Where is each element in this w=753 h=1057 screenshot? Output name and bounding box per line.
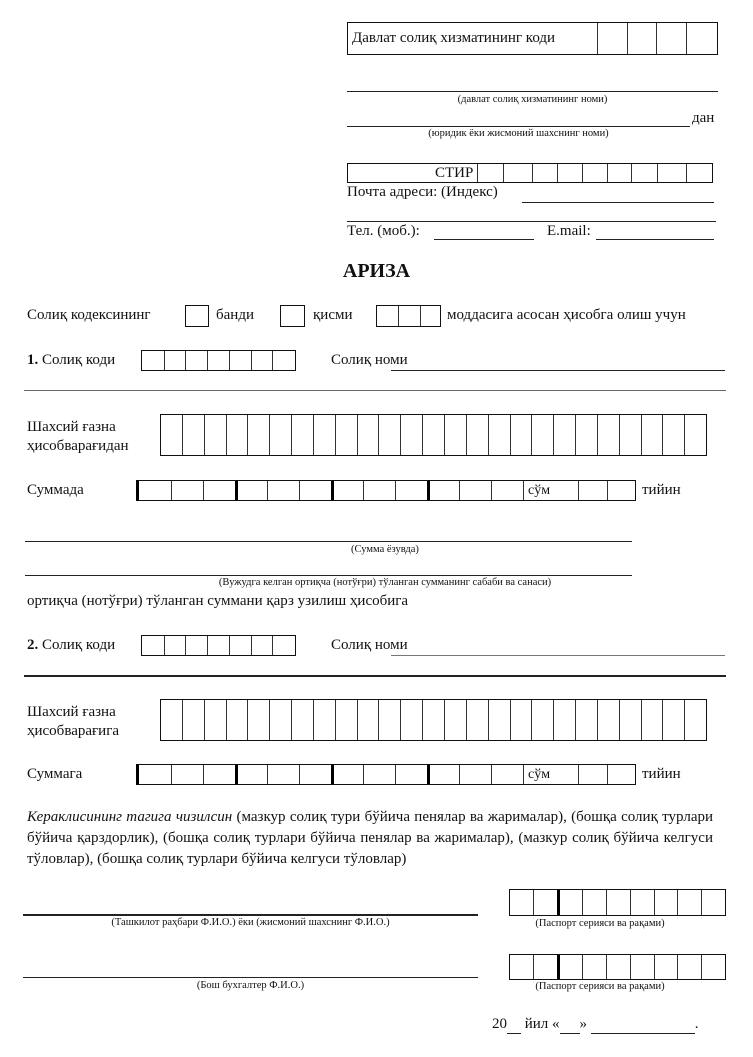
account-cell[interactable] [553, 415, 575, 455]
account-cell[interactable] [204, 700, 226, 740]
account-cell[interactable] [531, 700, 553, 740]
stir-cell[interactable] [532, 164, 557, 182]
date-line: 20 йил « » . [492, 1016, 699, 1032]
article-cell[interactable] [420, 306, 440, 326]
account-cell[interactable] [553, 700, 575, 740]
amount-digit-cell[interactable] [363, 765, 395, 784]
passport-cell[interactable] [630, 890, 654, 915]
amount-digit-cell[interactable] [203, 481, 235, 500]
passport-cell[interactable] [510, 955, 533, 979]
account-cell[interactable] [444, 415, 466, 455]
address-field[interactable] [347, 221, 716, 222]
part-label: қисми [313, 307, 353, 323]
tiyin-cell[interactable] [607, 481, 636, 500]
tax-code-cell[interactable] [185, 351, 207, 370]
account-cell[interactable] [204, 415, 226, 455]
account-cell[interactable] [313, 415, 335, 455]
stir-cell[interactable] [557, 164, 582, 182]
account-cell[interactable] [684, 415, 706, 455]
tiyin-cell[interactable] [578, 481, 607, 500]
amount-digit-cell[interactable] [299, 765, 331, 784]
tax-service-code-cell[interactable] [627, 23, 657, 54]
account-cell[interactable] [378, 700, 400, 740]
from-suffix: дан [692, 110, 715, 126]
passport-box-1 [509, 889, 726, 916]
phone-label: Тел. (моб.): [347, 223, 420, 239]
phone-field[interactable] [434, 239, 534, 240]
amount-digit-cell[interactable] [235, 481, 267, 500]
year-field[interactable] [507, 1016, 521, 1034]
postal-label: Почта адреси: (Индекс) [347, 184, 498, 200]
underline-instruction-note [27, 807, 713, 870]
account-cell[interactable] [161, 700, 182, 740]
passport-cell[interactable] [582, 955, 606, 979]
purpose-text: ортиқча (нотўғри) тўланган суммани қарз узилиш ҳисобига [27, 593, 409, 609]
amount-digit-cell[interactable] [203, 765, 235, 784]
account-cell[interactable] [444, 700, 466, 740]
section1-number: 1. [27, 352, 39, 368]
stir-cell[interactable] [607, 164, 632, 182]
account-cell[interactable] [357, 700, 379, 740]
account-cell[interactable] [466, 700, 488, 740]
section1-amount-label: Суммада [27, 482, 84, 498]
account-cell[interactable] [422, 415, 444, 455]
tax-service-code-label: Давлат солиқ хизматининг коди [352, 30, 556, 46]
amount-digit-cell[interactable] [491, 765, 523, 784]
tax-code-cell[interactable] [229, 351, 251, 370]
tax-code-cell[interactable] [229, 636, 251, 655]
amount-digit-cell[interactable] [459, 765, 491, 784]
section2-account-label: Шахсий ғазна ҳисобварағига [27, 704, 120, 739]
tax-code-cell[interactable] [251, 636, 273, 655]
account-cell[interactable] [400, 700, 422, 740]
account-cell[interactable] [291, 700, 313, 740]
section1-tax-name-label: Солиқ номи [331, 352, 408, 368]
stir-cell[interactable] [503, 164, 532, 182]
amount-digit-cell[interactable] [459, 481, 491, 500]
note-body: (мазкур солиқ тури бўйича пенялар ва жарималар), (бошқа солиқ турлари бўйича қарздорлик), (бошқа солиқ турлари бўйича пенялар ва жарималар), (мазкур солиқ бўйича келгуси тўловлар), (бошқа солиқ турлари бўйича келгуси тўловлар) [27, 809, 713, 867]
tiyin-cell[interactable] [578, 765, 607, 784]
accountant-signature-field[interactable] [23, 977, 478, 978]
account-cell[interactable] [510, 700, 532, 740]
account-cell[interactable] [641, 700, 663, 740]
note-italic: Кераклисининг тагига чизилсин [27, 809, 233, 825]
amount-digit-cell[interactable] [299, 481, 331, 500]
amount-digit-cell[interactable] [139, 765, 171, 784]
amount-digit-cell[interactable] [171, 481, 203, 500]
tax-service-code-cell[interactable] [597, 23, 627, 54]
tax-code-cell[interactable] [251, 351, 273, 370]
account-cell[interactable] [182, 700, 204, 740]
stir-cell[interactable] [582, 164, 607, 182]
email-label: E.mail: [547, 223, 591, 239]
account-cell[interactable] [597, 415, 619, 455]
section2-tax-code-box [141, 635, 296, 656]
amount-words-caption: (Сумма ёзувда) [351, 544, 419, 555]
page-title: АРИЗА [342, 260, 411, 282]
passport-caption-1: (Паспорт серияси ва рақами) [535, 918, 665, 929]
passport-caption-2: (Паспорт серияси ва рақами) [535, 981, 665, 992]
passport-cell[interactable] [677, 955, 701, 979]
postal-index-field[interactable] [522, 202, 714, 203]
passport-cell[interactable] [582, 890, 606, 915]
account-cell[interactable] [488, 700, 510, 740]
passport-cell[interactable] [533, 955, 557, 979]
clause-cell[interactable] [186, 306, 208, 326]
passport-cell[interactable] [606, 955, 630, 979]
section2-tax-code-label: 2. Солиқ коди [27, 637, 116, 653]
account-cell[interactable] [597, 700, 619, 740]
tax-service-name-caption: (давлат солиқ хизматининг номи) [457, 94, 608, 105]
account-cell[interactable] [291, 415, 313, 455]
account-cell[interactable] [161, 415, 182, 455]
amount-digit-cell[interactable] [267, 765, 299, 784]
reason-caption: (Вужудга келган ортиқча (нотўғри) тўланган сумманинг сабаби ва санаси) [218, 577, 552, 588]
section1-divider [24, 390, 726, 391]
article-cell[interactable] [377, 306, 398, 326]
tax-service-code-box [347, 22, 718, 55]
clause-box[interactable] [185, 305, 209, 327]
article-cell[interactable] [398, 306, 419, 326]
account-cell[interactable] [575, 700, 597, 740]
tiyin-cell[interactable] [607, 765, 636, 784]
reason-field[interactable] [25, 575, 632, 576]
month-field[interactable] [591, 1016, 695, 1034]
tax-code-cell[interactable] [185, 636, 207, 655]
section1-account-label: Шахсий ғазна ҳисобварағидан [27, 419, 129, 454]
section1-tax-code-box [141, 350, 296, 371]
passport-cell[interactable] [606, 890, 630, 915]
account-cell[interactable] [357, 415, 379, 455]
account-cell[interactable] [226, 700, 248, 740]
tax-code-cell[interactable] [164, 636, 186, 655]
account-cell[interactable] [422, 700, 444, 740]
stir-box [347, 163, 713, 183]
account-cell[interactable] [619, 700, 641, 740]
head-signature-caption: (Ташкилот раҳбари Ф.И.О.) ёки (жисмоний шахснинг Ф.И.О.) [111, 917, 390, 928]
account-cell[interactable] [269, 700, 291, 740]
passport-cell[interactable] [510, 890, 533, 915]
passport-cell[interactable] [654, 890, 678, 915]
amount-digit-cell[interactable] [395, 481, 427, 500]
section2-account-box [160, 699, 707, 741]
amount-digit-cell[interactable] [491, 481, 523, 500]
article-suffix: моддасига асосан ҳисобга олиш учун [447, 307, 686, 323]
section2-tax-name-label: Солиқ номи [331, 637, 408, 653]
stir-cell[interactable] [477, 164, 503, 182]
account-cell[interactable] [400, 415, 422, 455]
applicant-name-caption: (юридик ёки жисмоний шахснинг номи) [428, 128, 609, 139]
account-cell[interactable] [466, 415, 488, 455]
passport-cell[interactable] [557, 955, 583, 979]
amount-digit-cell[interactable] [427, 481, 459, 500]
account-cell[interactable] [662, 700, 684, 740]
account-cell[interactable] [641, 415, 663, 455]
passport-cell[interactable] [630, 955, 654, 979]
passport-cell[interactable] [701, 890, 725, 915]
accountant-caption: (Бош бухгалтер Ф.И.О.) [196, 980, 305, 991]
passport-cell[interactable] [533, 890, 557, 915]
stir-label: СТИР [434, 164, 474, 181]
stir-cell[interactable] [686, 164, 712, 182]
part-box[interactable] [280, 305, 305, 327]
passport-cell[interactable] [701, 955, 725, 979]
tax-code-cell[interactable] [164, 351, 186, 370]
account-cell[interactable] [247, 415, 269, 455]
amount-digit-cell[interactable] [331, 765, 363, 784]
account-cell[interactable] [335, 415, 357, 455]
section1-tax-name-field[interactable] [391, 370, 725, 371]
account-cell[interactable] [182, 415, 204, 455]
account-cell[interactable] [378, 415, 400, 455]
account-cell[interactable] [662, 415, 684, 455]
section2-tiyin-label: тийин [642, 766, 681, 782]
tax-code-cell[interactable] [272, 636, 295, 655]
clause-label: банди [216, 307, 254, 323]
passport-cell[interactable] [677, 890, 701, 915]
tax-service-code-cell[interactable] [656, 23, 686, 54]
stir-cell[interactable] [631, 164, 657, 182]
article-box [376, 305, 441, 327]
tax-code-cell[interactable] [207, 636, 229, 655]
section2-tax-name-field[interactable] [391, 655, 725, 656]
account-cell[interactable] [247, 700, 269, 740]
account-cell[interactable] [684, 700, 706, 740]
tax-code-cell[interactable] [142, 636, 164, 655]
account-cell[interactable] [488, 415, 510, 455]
email-field[interactable] [596, 239, 714, 240]
tax-service-name-field[interactable] [347, 91, 718, 92]
section2-divider [24, 675, 726, 677]
section2-amount-box [136, 764, 636, 785]
currency-label: сўм [523, 765, 578, 784]
section1-account-box [160, 414, 707, 456]
tax-service-code-cell[interactable] [686, 23, 717, 54]
part-cell[interactable] [281, 306, 304, 326]
amount-digit-cell[interactable] [331, 481, 363, 500]
section1-amount-box [136, 480, 636, 501]
basis-prefix: Солиқ кодексининг [27, 307, 151, 323]
section1-tax-code-label: 1. Солиқ коди [27, 352, 116, 368]
currency-label: сўм [523, 481, 578, 500]
stir-cell[interactable] [657, 164, 686, 182]
section2-amount-label: Суммага [27, 766, 83, 782]
day-field[interactable] [560, 1016, 580, 1034]
passport-cell[interactable] [654, 955, 678, 979]
account-cell[interactable] [531, 415, 553, 455]
section2-number: 2. [27, 637, 39, 653]
account-cell[interactable] [269, 415, 291, 455]
account-cell[interactable] [510, 415, 532, 455]
section1-tiyin-label: тийин [642, 482, 681, 498]
tax-code-cell[interactable] [207, 351, 229, 370]
tax-code-cell[interactable] [272, 351, 295, 370]
passport-cell[interactable] [557, 890, 583, 915]
account-cell[interactable] [313, 700, 335, 740]
amount-digit-cell[interactable] [395, 765, 427, 784]
amount-digit-cell[interactable] [235, 765, 267, 784]
account-cell[interactable] [335, 700, 357, 740]
account-cell[interactable] [226, 415, 248, 455]
applicant-name-field[interactable] [347, 126, 690, 127]
amount-digit-cell[interactable] [427, 765, 459, 784]
head-signature-field[interactable] [23, 914, 478, 916]
amount-digit-cell[interactable] [139, 481, 171, 500]
amount-digit-cell[interactable] [363, 481, 395, 500]
account-cell[interactable] [575, 415, 597, 455]
amount-digit-cell[interactable] [171, 765, 203, 784]
tax-code-cell[interactable] [142, 351, 164, 370]
amount-words-field[interactable] [25, 541, 632, 542]
account-cell[interactable] [619, 415, 641, 455]
amount-digit-cell[interactable] [267, 481, 299, 500]
passport-box-2 [509, 954, 726, 980]
